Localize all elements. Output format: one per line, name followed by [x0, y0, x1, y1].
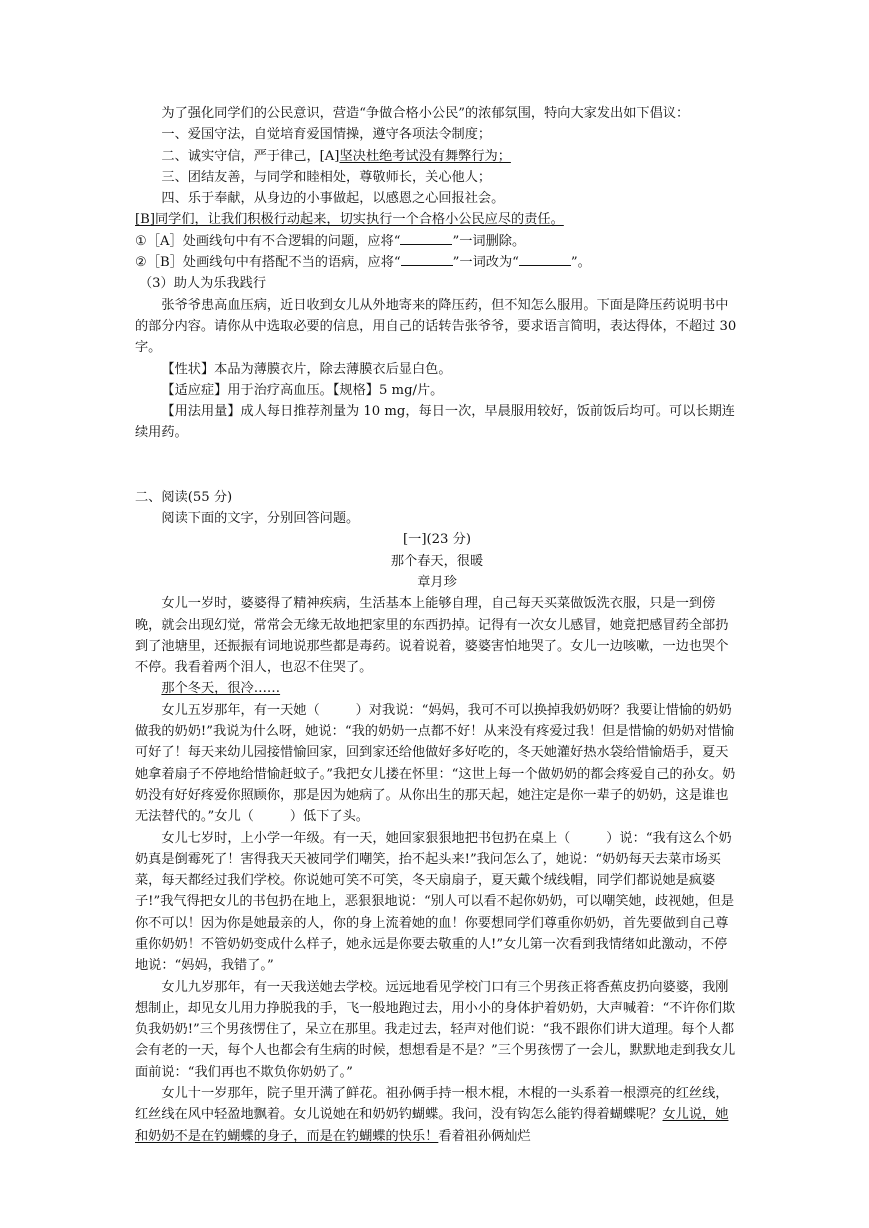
paragraph-2-start: 女儿五岁那年，有一天她（: [161, 702, 320, 718]
proposal-item-1: 一、爱国守法，自觉培育爱国情操，遵守各项法令制度；: [161, 127, 492, 143]
question-2: [135, 252, 739, 273]
underlined-sentence-b: [B]同学们，让我们积极行动起来，切实执行一个合格小公民应尽的责任。: [135, 212, 564, 228]
answer-blank-2[interactable]: [401, 252, 453, 266]
medicine-property: 【性状】本品为薄膜衣片，除去薄膜衣后显白色。: [161, 361, 452, 377]
reading-section-heading: 二、阅读(55 分): [135, 489, 233, 505]
underlined-winter-sentence: 那个冬天，很冷……: [161, 681, 281, 697]
article-paragraph-5: [135, 1083, 739, 1147]
article-paragraph-3: [135, 828, 739, 977]
paragraph-2-end: ）低下了头。: [289, 809, 369, 825]
medicine-dosage: 【用法用量】成人每日推荐剂量为 10 mg，每日一次，早晨服用较好，饭前饭后均可。可以长期连续用药。: [135, 404, 735, 441]
question-1-end: ”一词删除。: [452, 233, 526, 249]
proposal-item-3: 三、团结友善，与同学和睦相处，尊敬师长，关心他人；: [161, 169, 492, 185]
question-3-body: 张爷爷患高血压病，近日收到女儿从外地寄来的降压药，但不知怎么服用。下面是降压药说明书中的部分内容。请你从中选取必要的信息，用自己的话转告张爷爷，要求语言简明，表达得体，不超过 30 字。: [135, 297, 737, 356]
paragraph-5-end: 看着祖孙俩灿烂: [438, 1128, 531, 1144]
question-3-title: （3）助人为乐我践行: [138, 276, 267, 292]
reading-part-label: [一](23 分): [403, 532, 471, 548]
question-2-mid: ”一词改为“: [452, 255, 519, 271]
proposal-item-4: 四、乐于奉献，从身边的小事做起，以感恩之心回报社会。: [161, 191, 505, 207]
question-2-end: ”。: [570, 255, 591, 271]
question-1: [135, 231, 739, 252]
answer-blank-3[interactable]: [519, 252, 571, 266]
paragraph-2-middle: ）对我说：“妈妈，我可不可以换掉我奶奶呀？我要让惜愉的奶奶做我的奶奶!”我说为什么呀，她说：“我的奶奶一点都不好！从来没有疼爱过我！但是惜愉的奶奶对惜愉可好了！每天来幼儿园接惜愉回家，回到家还给他做好多好吃的，冬天她灌好热水袋给惜愉焐手，夏天她拿着扇子不停地给惜愉赶蚊子。”我把女儿搂在怀里：“这世上每一个做奶奶的都会疼爱自己的孙女。奶奶没有好好疼爱你照顾你，那是因为她病了。从你出生的那天起，她注定是你一辈子的奶奶，这是谁也无法替代的。”女儿（: [135, 702, 736, 825]
article-author: 章月珍: [417, 574, 457, 590]
article-paragraph-2: [135, 700, 739, 828]
article-title: 那个春天，很暖: [390, 553, 484, 569]
proposal-item-2: [135, 146, 739, 167]
underlined-sentence-a: 坚决杜绝考试没有舞弊行为；: [339, 148, 511, 164]
paragraph-5-start: 女儿十一岁那年，院子里开满了鲜花。祖孙俩手持一根木棍，木棍的一头系着一根漂亮的红丝线，红丝线在风中轻盈地飘着。女儿说她在和奶奶钓蝴蝶。我问，没有钩怎么能钓得着蝴蝶呢？: [135, 1086, 729, 1123]
proposal-item-2-text: 二、诚实守信，严于律己，[A]: [161, 148, 340, 164]
question-2-text: ②［B］处画线句中有搭配不当的语病，应将“: [135, 255, 401, 271]
article-paragraph-1: 女儿一岁时，婆婆得了精神疾病，生活基本上能够自理，自己每天买菜做饭洗衣服，只是一到傍晚，就会出现幻觉，常常会无缘无故地把家里的东西扔掉。记得有一次女儿感冒，她竟把感冒药全部扔到了池塘里，还振振有词地说那些都是毒药。说着说着，婆婆害怕地哭了。女儿一边咳嗽，一边也哭个不停。我看着两个泪人，也忍不住哭了。: [135, 596, 729, 676]
article-paragraph-winter: [135, 678, 739, 699]
underlined-butterfly-sentence: 女儿说，她和奶奶不是在钓蝴蝶的身子，而是在钓蝴蝶的快乐！: [135, 1107, 729, 1144]
document-page: [135, 103, 739, 1147]
medicine-indication: 【适应症】用于治疗高血压。【规格】5 mg/片。: [161, 382, 444, 398]
section-spacer: [135, 444, 739, 487]
paragraph-3-start: 女儿七岁时，上小学一年级。有一天，她回家狠狠地把书包扔在桌上（: [161, 830, 571, 846]
intro-paragraph: 为了强化同学们的公民意识，营造“争做合格小公民”的浓郁氛围，特向大家发出如下倡议：: [161, 106, 690, 121]
answer-blank-1[interactable]: [400, 231, 452, 245]
paragraph-3-rest: ）说：“我有这么个奶奶真是倒霉死了！害得我天天被同学们嘲笑，抬不起头来!”我问怎么了，她说：“奶奶每天去菜市场买菜，每天都经过我们学校。你说她可笑不可笑，冬天扇扇子，夏天戴个绒线帽，同学们都说她是疯婆子!”我气得把女儿的书包扔在地上，恶狠狠地说：“别人可以看不起你奶奶，可以嘲笑她，歧视她，但是你不可以！因为你是她最亲的人，你的身上流着她的血！你要想同学们尊重你奶奶，首先要做到自己尊重你奶奶！不管奶奶变成什么样子，她永远是你要去敬重的人!”女儿第一次看到我情绪如此激动，不停地说：“妈妈，我错了。”: [135, 830, 735, 974]
reading-instruction: 阅读下面的文字，分别回答问题。: [161, 511, 360, 527]
article-paragraph-4: 女儿九岁那年，有一天我送她去学校。远远地看见学校门口有三个男孩正将香蕉皮扔向婆婆，我刚想制止，却见女儿用力挣脱我的手，飞一般地跑过去，用小小的身体护着奶奶，大声喊着：“不许你们欺负我奶奶!”三个男孩愣住了，呆立在那里。我走过去，轻声对他们说：“我不跟你们讲大道理。每个人都会有老的一天，每个人也都会有生病的时候，想想看是不是？”三个男孩愣了一会儿，默默地走到我女儿面前说：“我们再也不欺负你奶奶了。”: [135, 979, 736, 1080]
question-1-text: ①［A］处画线句中有不合逻辑的问题，应将“: [135, 233, 401, 249]
